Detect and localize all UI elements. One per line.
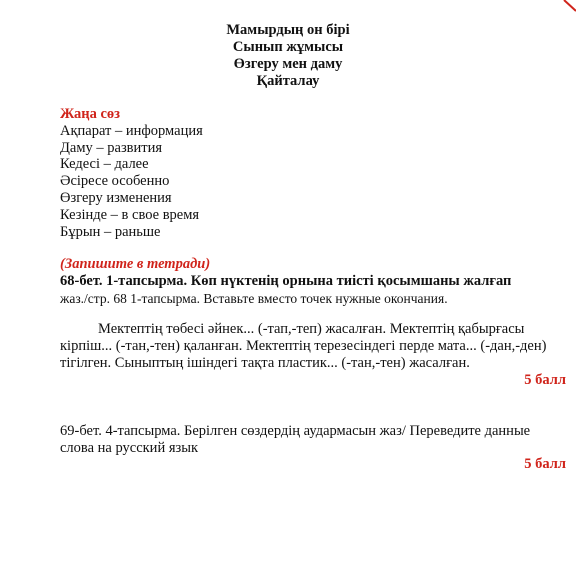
vocabulary-item: Даму – развития bbox=[60, 139, 163, 156]
task2-points: 5 балл bbox=[524, 456, 566, 472]
task1-body: Мектептің төбесі әйнек... (-тап,-теп) жасалған. Мектептің қабырғасы кірпіш... (-тан,-тен) қаланған. Мектептің терезесіндегі перде мата... (-дан,-ден) тігілген. Сыныптың ішіндегі тақта пластик... (-тан,-тен) жасалған. bbox=[60, 321, 547, 371]
task2-text: 69-бет. 4-тапсырма. Берілген сөздердің аудармасын жаз/ Переведите данные слова на русский язык bbox=[60, 423, 531, 456]
header-review: Қайталау bbox=[256, 73, 320, 89]
vocabulary-item: Ақпарат – информация bbox=[60, 122, 203, 139]
vocabulary-item: Өзгеру изменения bbox=[60, 189, 172, 206]
vocabulary-item: Кедесі – далее bbox=[60, 156, 149, 173]
header-work-type: Сынып жұмысы bbox=[232, 39, 344, 55]
vocabulary-title: Жаңа сөз bbox=[60, 106, 120, 122]
vocabulary-item: Кезінде – в свое время bbox=[60, 206, 200, 223]
task1-points: 5 балл bbox=[524, 372, 566, 388]
header-date: Мамырдың он бірі bbox=[226, 22, 350, 38]
header-topic: Өзгеру мен даму bbox=[233, 56, 343, 72]
document-header bbox=[0, 22, 576, 90]
vocabulary-item: Бұрын – раньше bbox=[60, 223, 161, 240]
task1-note: (Запишите в тетради) bbox=[60, 256, 211, 272]
task1-header bbox=[60, 256, 560, 307]
vocabulary-item: Әсіресе особенно bbox=[60, 173, 170, 190]
vocabulary-section bbox=[60, 106, 203, 240]
corner-mark-icon bbox=[562, 0, 576, 12]
task1-instruction: жаз./стр. 68 1-тапсырма. Вставьте вместо точек нужные окончания. bbox=[60, 291, 448, 306]
task1-title: 68-бет. 1-тапсырма. Көп нүктенің орнына тиісті қосымшаны жалғап bbox=[60, 273, 512, 289]
